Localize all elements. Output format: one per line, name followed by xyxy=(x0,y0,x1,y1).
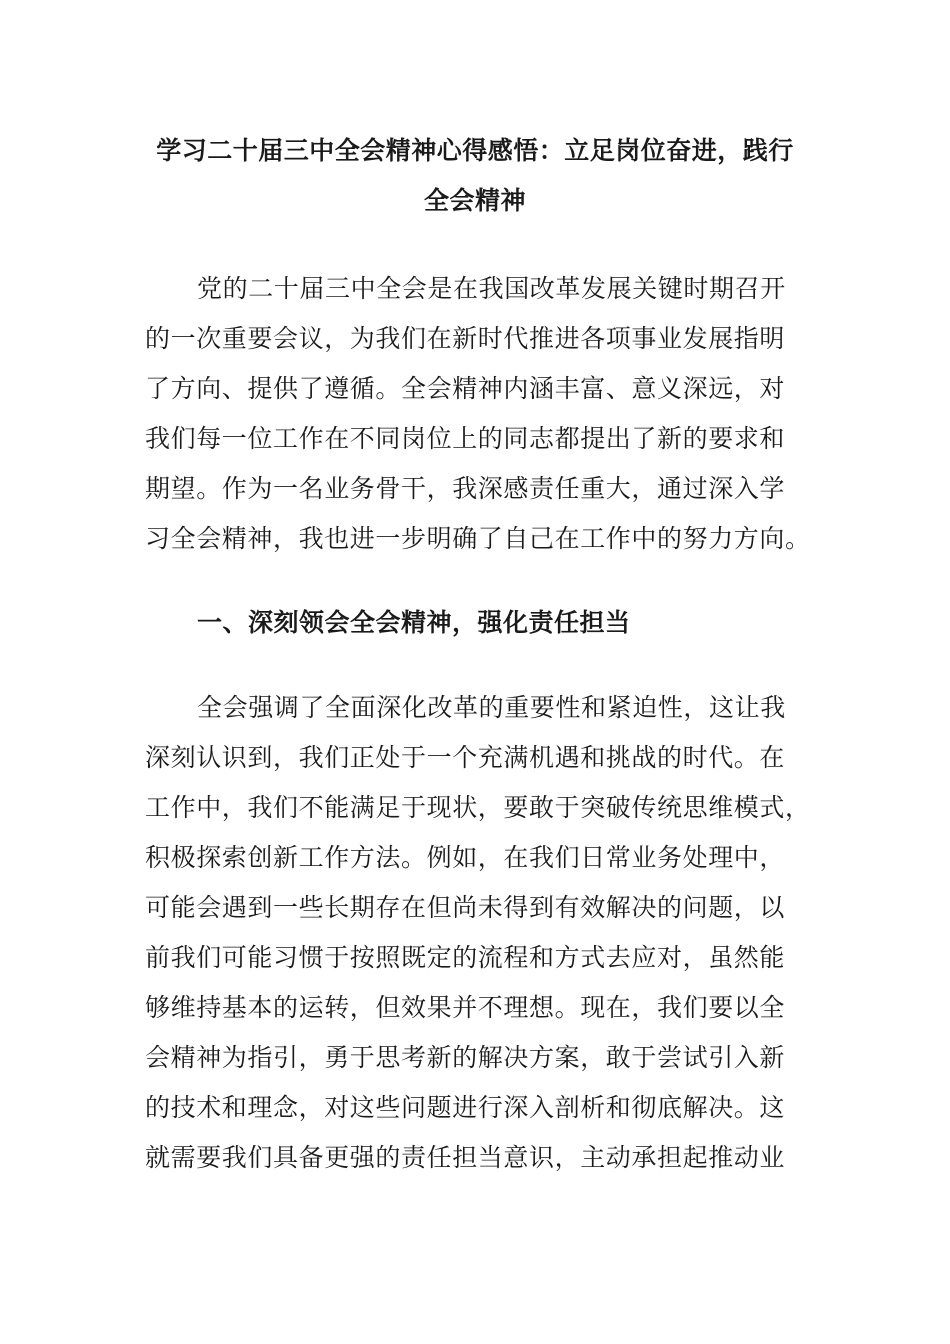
paragraph-line: 了方向、提供了遵循。全会精神内涵丰富、意义深远，对 xyxy=(145,374,786,403)
paragraph-line: 工作中，我们不能满足于现状，要敢于突破传统思维模式， xyxy=(145,793,811,822)
paragraph-line: 前我们可能习惯于按照既定的流程和方式去应对，虽然能 xyxy=(145,943,786,972)
document-title xyxy=(140,126,810,226)
paragraph-line: 就需要我们具备更强的责任担当意识，主动承担起推动业 xyxy=(145,1143,786,1172)
section-heading: 一、深刻领会全会精神，强化责任担当 xyxy=(197,608,631,637)
paragraph-line: 习全会精神，我也进一步明确了自己在工作中的努力方向。 xyxy=(145,524,811,553)
paragraph-line: 党的二十届三中全会是在我国改革发展关键时期召开 xyxy=(197,274,786,303)
paragraph-line: 的一次重要会议，为我们在新时代推进各项事业发展指明 xyxy=(145,324,786,353)
intro-paragraph xyxy=(145,264,811,564)
paragraph-line: 够维持基本的运转，但效果并不理想。现在，我们要以全 xyxy=(145,993,786,1022)
paragraph-line: 期望。作为一名业务骨干，我深感责任重大，通过深入学 xyxy=(145,474,786,503)
paragraph-line: 的技术和理念，对这些问题进行深入剖析和彻底解决。这 xyxy=(145,1093,786,1122)
paragraph-line: 深刻认识到，我们正处于一个充满机遇和挑战的时代。在 xyxy=(145,743,786,772)
paragraph-line: 全会强调了全面深化改革的重要性和紧迫性，这让我 xyxy=(197,693,786,722)
paragraph-line: 会精神为指引，勇于思考新的解决方案，敢于尝试引入新 xyxy=(145,1043,786,1072)
paragraph-line: 我们每一位工作在不同岗位上的同志都提出了新的要求和 xyxy=(145,424,786,453)
title-line: 全会精神 xyxy=(423,186,526,215)
title-line: 学习二十届三中全会精神心得感悟：立足岗位奋进，践行 xyxy=(156,136,794,165)
paragraph-line: 可能会遇到一些长期存在但尚未得到有效解决的问题，以 xyxy=(145,893,786,922)
section-paragraph xyxy=(145,683,811,1183)
paragraph-line: 积极探索创新工作方法。例如，在我们日常业务处理中， xyxy=(145,843,786,872)
